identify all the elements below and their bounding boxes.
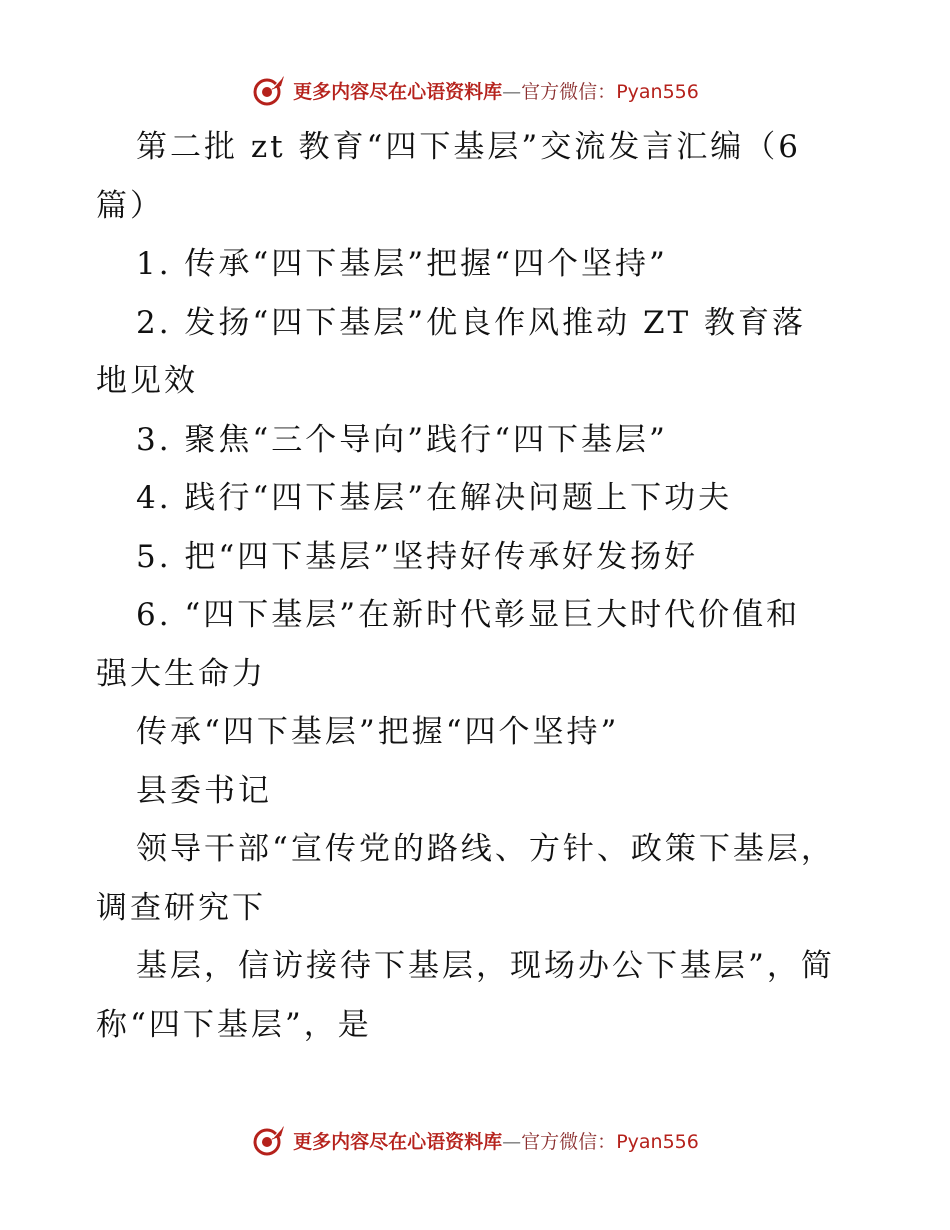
document-line: 篇） <box>96 187 164 224</box>
watermark-main-text: 更多内容尽在心语资料库 <box>293 80 503 103</box>
quill-pen-logo-icon <box>251 72 287 108</box>
document-line: 传承“四下基层”把握“四个坚持” <box>136 714 620 750</box>
watermark-wechat-label: 官方微信： <box>521 80 617 103</box>
document-line: 3. 聚焦“三个导向”践行“四下基层” <box>136 421 668 458</box>
watermark-main-text: 更多内容尽在心语资料库 <box>293 1130 503 1153</box>
document-line: 强大生命力 <box>96 655 266 692</box>
watermark-wechat-id: Pyan556 <box>616 1130 699 1153</box>
watermark-separator: — <box>502 1130 522 1153</box>
document-line: 领导干部“宣传党的路线、方针、政策下基层， <box>136 831 835 867</box>
document-line: 第二批 zt 教育“四下基层”交流发言汇编（6 <box>136 129 801 165</box>
document-line: 2. 发扬“四下基层”优良作风推动 ZT 教育落 <box>136 304 807 341</box>
document-line: 调查研究下 <box>96 889 266 926</box>
document-body <box>96 118 856 1054</box>
document-line: 1. 传承“四下基层”把握“四个坚持” <box>136 246 668 282</box>
watermark-wechat-id: Pyan556 <box>616 80 699 103</box>
quill-pen-logo-icon <box>251 1122 287 1158</box>
watermark-wechat-label: 官方微信： <box>521 1130 617 1153</box>
document-line: 6. “四下基层”在新时代彰显巨大时代价值和 <box>136 597 801 633</box>
watermark-separator: — <box>502 80 522 103</box>
footer-watermark <box>0 1120 950 1160</box>
document-line: 基层，信访接待下基层，现场办公下基层”，简 <box>136 948 835 984</box>
document-line: 4. 践行“四下基层”在解决问题上下功夫 <box>136 480 733 516</box>
document-line: 称“四下基层”，是 <box>96 1006 372 1043</box>
header-watermark <box>0 70 950 110</box>
document-line: 县委书记 <box>136 772 272 809</box>
document-line: 地见效 <box>96 363 198 399</box>
document-line: 5. 把“四下基层”坚持好传承好发扬好 <box>136 538 699 575</box>
